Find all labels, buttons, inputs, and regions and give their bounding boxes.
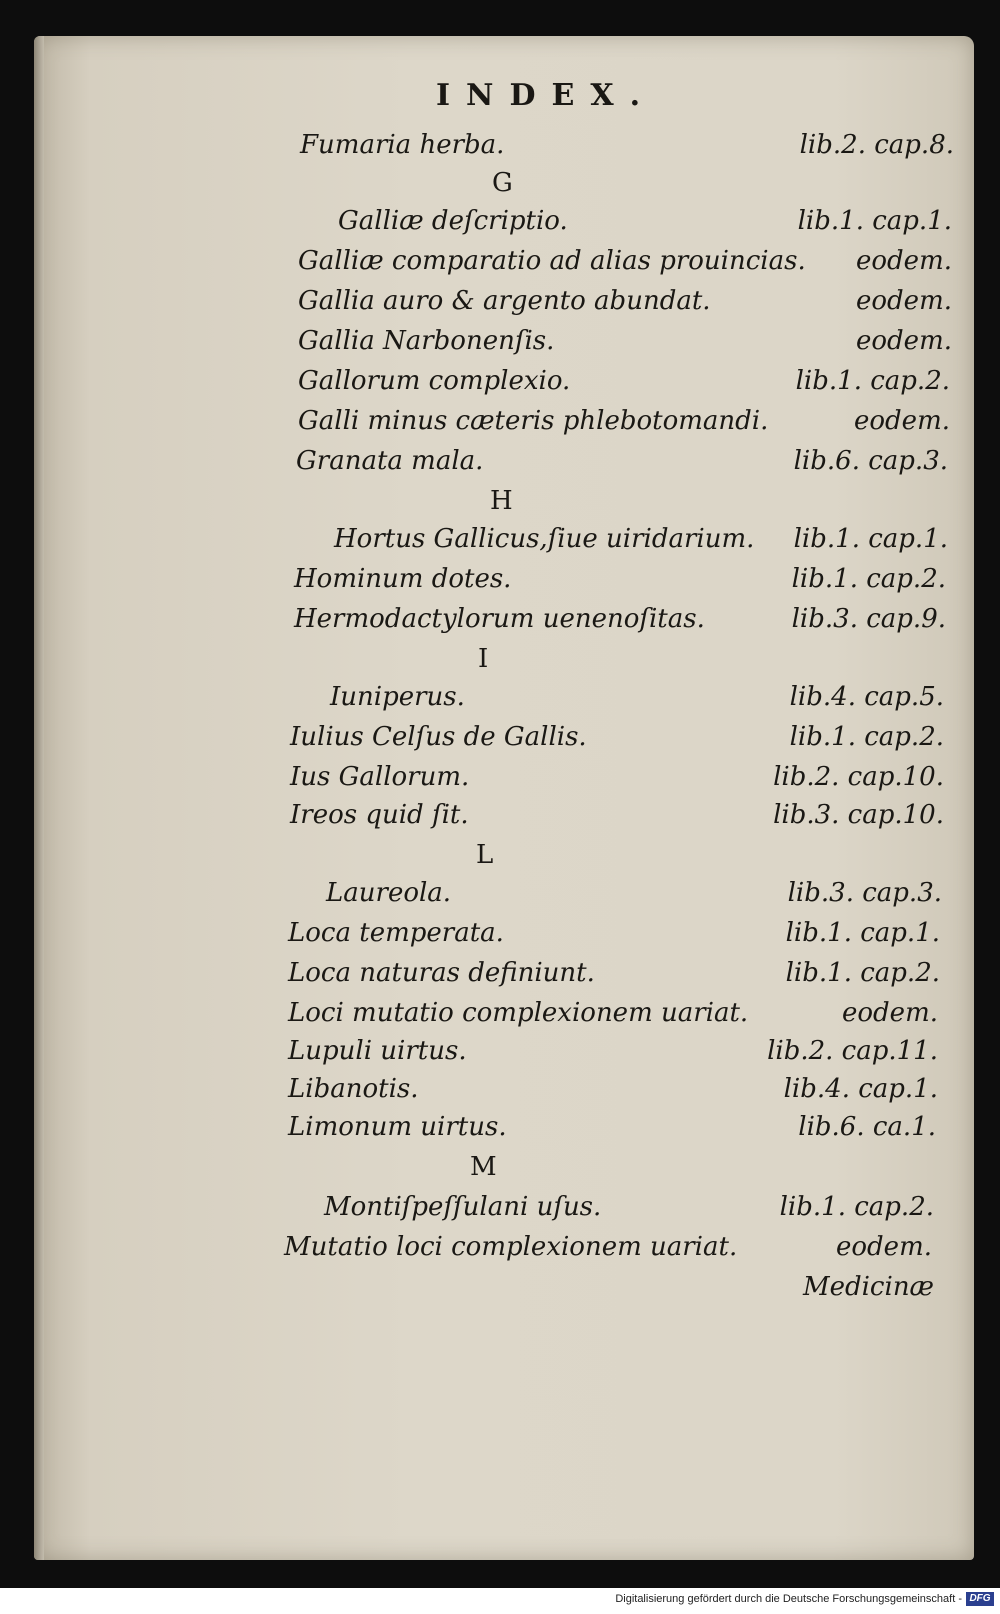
index-entry-term: Hominum dotes. — [294, 564, 512, 594]
index-entry-term: Ireos quid ſit. — [290, 800, 469, 830]
index-entry-ref: lib.2. cap.11. — [767, 1036, 938, 1066]
dfg-logo: DFG — [966, 1592, 994, 1606]
index-entry-term: Libanotis. — [288, 1074, 419, 1104]
index-entry-ref: lib.2. cap.8. — [799, 130, 954, 160]
index-entry-term: Galliæ comparatio ad alias prouincias. — [298, 246, 806, 276]
index-entry-ref: lib.1. cap.2. — [795, 366, 950, 396]
index-entry-term: Iulius Celſus de Gallis. — [290, 722, 587, 752]
index-entry-term: Ius Gallorum. — [290, 762, 470, 792]
index-entry-ref: lib.2. cap.10. — [773, 762, 944, 792]
index-entry-ref: lib.4. cap.1. — [783, 1074, 938, 1104]
section-letter-i: I — [478, 644, 489, 674]
index-entry-ref: lib.4. cap.5. — [789, 682, 944, 712]
section-letter-l: L — [476, 840, 494, 870]
index-entry-ref: lib.1. cap.2. — [789, 722, 944, 752]
index-entry-term: Iuniperus. — [330, 682, 465, 712]
index-entry-term: Fumaria herba. — [300, 130, 505, 160]
footer-credit: Digitalisierung gefördert durch die Deutsche Forschungsgemeinschaft - — [615, 1593, 962, 1605]
index-entry-ref: lib.6. cap.3. — [793, 446, 948, 476]
index-entry-ref: lib.1. cap.2. — [785, 958, 940, 988]
index-entry-term: Galliæ deſcriptio. — [338, 206, 568, 236]
index-entry-term: Gallia Narbonenſis. — [298, 326, 555, 356]
section-letter-g: G — [492, 168, 513, 198]
index-entry-ref: lib.3. cap.9. — [791, 604, 946, 634]
index-entry-ref: eodem. — [856, 246, 952, 276]
section-letter-h: H — [490, 486, 513, 516]
catchword: Medicinæ — [802, 1272, 934, 1302]
index-entry-term: Granata mala. — [296, 446, 484, 476]
index-entry-ref: lib.1. cap.1. — [785, 918, 940, 948]
index-entry-term: Hermodactylorum uenenoſitas. — [294, 604, 705, 634]
index-entry-term: Gallorum complexio. — [298, 366, 571, 396]
running-head: INDEX. — [436, 78, 657, 113]
index-entry-ref: lib.6. ca.1. — [798, 1112, 936, 1142]
index-entry-ref: eodem. — [856, 286, 952, 316]
index-entry-ref: lib.1. cap.2. — [791, 564, 946, 594]
index-entry-term: Hortus Gallicus,ſiue uiridarium. — [334, 524, 755, 554]
index-entry-ref: lib.1. cap.1. — [793, 524, 948, 554]
index-entry-ref: lib.3. cap.3. — [787, 878, 942, 908]
index-entry-ref: eodem. — [842, 998, 938, 1028]
index-entry-term: Loca naturas definiunt. — [288, 958, 595, 988]
index-entry-term: Galli minus cæteris phlebotomandi. — [298, 406, 769, 436]
index-entry-term: Gallia auro & argento abundat. — [298, 286, 711, 316]
index-entry-term: Lupuli uirtus. — [288, 1036, 467, 1066]
index-entry-term: Laureola. — [326, 878, 452, 908]
index-entry-ref: lib.1. cap.1. — [797, 206, 952, 236]
index-entry-ref: eodem. — [854, 406, 950, 436]
section-letter-m: M — [470, 1152, 497, 1182]
index-entry-ref: eodem. — [836, 1232, 932, 1262]
index-entry-ref: lib.3. cap.10. — [773, 800, 944, 830]
index-entry-term: Loci mutatio complexionem uariat. — [288, 998, 749, 1028]
index-entry-term: Montiſpeſſulani uſus. — [324, 1192, 602, 1222]
index-entry-ref: eodem. — [856, 326, 952, 356]
index-entry-term: Mutatio loci complexionem uariat. — [284, 1232, 738, 1262]
index-entry-term: Loca temperata. — [288, 918, 504, 948]
index-entry-ref: lib.1. cap.2. — [779, 1192, 934, 1222]
index-entry-term: Limonum uirtus. — [288, 1112, 507, 1142]
